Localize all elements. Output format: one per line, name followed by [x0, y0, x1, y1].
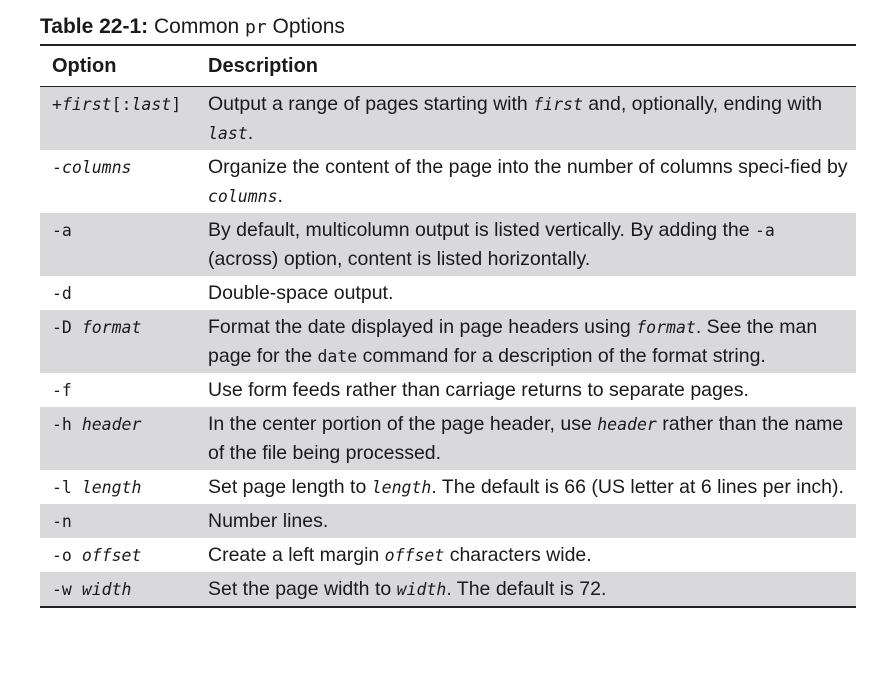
description-cell	[196, 572, 856, 607]
option-argument: columns	[61, 158, 132, 177]
description-cell	[196, 213, 856, 276]
option-flag: -D	[52, 318, 82, 337]
option-flag: ]	[171, 95, 182, 114]
table-row	[40, 572, 856, 607]
caption-label: Table 22-1:	[40, 15, 149, 38]
inline-code: date	[317, 347, 358, 366]
option-flag: -w	[52, 580, 82, 599]
description-text: Output a range of pages starting with	[208, 93, 534, 115]
option-cell	[40, 87, 196, 151]
description-text: . The default is 72.	[446, 578, 607, 600]
option-flag: -h	[52, 415, 82, 434]
table-row	[40, 407, 856, 470]
description-text: Set the page width to	[208, 578, 397, 600]
option-flag: -d	[52, 284, 72, 303]
description-text: Number lines.	[208, 510, 329, 532]
inline-code: format	[636, 318, 696, 337]
option-cell	[40, 276, 196, 310]
options-table	[40, 44, 856, 608]
option-cell	[40, 310, 196, 373]
description-cell	[196, 504, 856, 538]
option-argument: header	[81, 415, 142, 434]
option-cell	[40, 538, 196, 572]
description-text: .	[247, 122, 254, 144]
option-cell	[40, 470, 196, 504]
description-cell	[196, 407, 856, 470]
table-row	[40, 213, 856, 276]
caption-text-before: Common	[148, 15, 246, 38]
description-text: command for a description of the format string.	[357, 345, 766, 367]
option-argument: width	[81, 580, 132, 599]
description-text: . The default is 66 (US letter at 6 lines per inch).	[431, 476, 844, 498]
option-cell	[40, 572, 196, 607]
description-text: .	[277, 185, 283, 207]
description-text: and, optionally, ending with	[582, 93, 823, 115]
option-flag: -f	[52, 381, 72, 400]
option-cell	[40, 373, 196, 407]
inline-code: offset	[384, 546, 445, 565]
option-flag: +	[52, 95, 62, 114]
description-cell	[196, 87, 856, 151]
table-row	[40, 373, 856, 407]
option-flag: -	[52, 158, 62, 177]
table-row	[40, 538, 856, 572]
description-text: By default, multicolumn output is listed vertically. By adding the	[208, 219, 755, 241]
description-text: Use form feeds rather than carriage returns to separate pages.	[208, 379, 749, 401]
description-text: Double-space output.	[208, 282, 394, 304]
description-cell	[196, 470, 856, 504]
description-text: characters wide.	[444, 544, 592, 566]
description-text: Create a left margin	[208, 544, 385, 566]
table-header-row	[40, 45, 856, 87]
table-row	[40, 276, 856, 310]
option-cell	[40, 150, 196, 213]
description-cell	[196, 276, 856, 310]
description-cell	[196, 538, 856, 572]
description-text: rather than the name of the file being processed.	[208, 413, 844, 464]
table-row	[40, 310, 856, 373]
description-text: In the center portion of the page header, use	[208, 413, 598, 435]
description-cell	[196, 310, 856, 373]
inline-code: first	[533, 95, 583, 114]
description-cell	[196, 373, 856, 407]
option-flag: -a	[52, 221, 72, 240]
inline-code: length	[371, 478, 432, 497]
table-row	[40, 470, 856, 504]
inline-code: -a	[755, 221, 775, 240]
option-flag: -o	[52, 546, 82, 565]
caption-text-after: Options	[266, 15, 345, 38]
option-cell	[40, 407, 196, 470]
column-header-option: Option	[40, 45, 196, 87]
option-argument: length	[81, 478, 142, 497]
inline-code: header	[597, 415, 657, 434]
description-text: Organize the content of the page into the number of columns speci-fied by	[208, 156, 848, 178]
table-body	[40, 87, 856, 608]
inline-code: width	[396, 580, 447, 599]
option-cell	[40, 213, 196, 276]
table-row	[40, 150, 856, 213]
option-argument: first	[61, 95, 112, 114]
table-caption	[40, 10, 856, 44]
inline-code: last	[208, 124, 248, 143]
option-argument: last	[131, 95, 172, 114]
description-text: Format the date displayed in page headers using	[208, 316, 637, 338]
document-page	[40, 10, 856, 608]
description-cell	[196, 150, 856, 213]
option-flag: -l	[52, 478, 82, 497]
column-header-description: Description	[196, 45, 856, 87]
option-argument: format	[81, 318, 142, 337]
table-row	[40, 87, 856, 151]
option-flag: -n	[52, 512, 72, 531]
description-text: (across) option, content is listed horizontally.	[208, 248, 591, 270]
option-cell	[40, 504, 196, 538]
caption-command-code: pr	[245, 17, 267, 38]
option-flag: [:	[111, 95, 132, 114]
description-text: Set page length to	[208, 476, 372, 498]
table-row	[40, 504, 856, 538]
description-text: . See the man page for the	[208, 316, 818, 367]
option-argument: offset	[81, 546, 142, 565]
inline-code: columns	[208, 187, 278, 206]
